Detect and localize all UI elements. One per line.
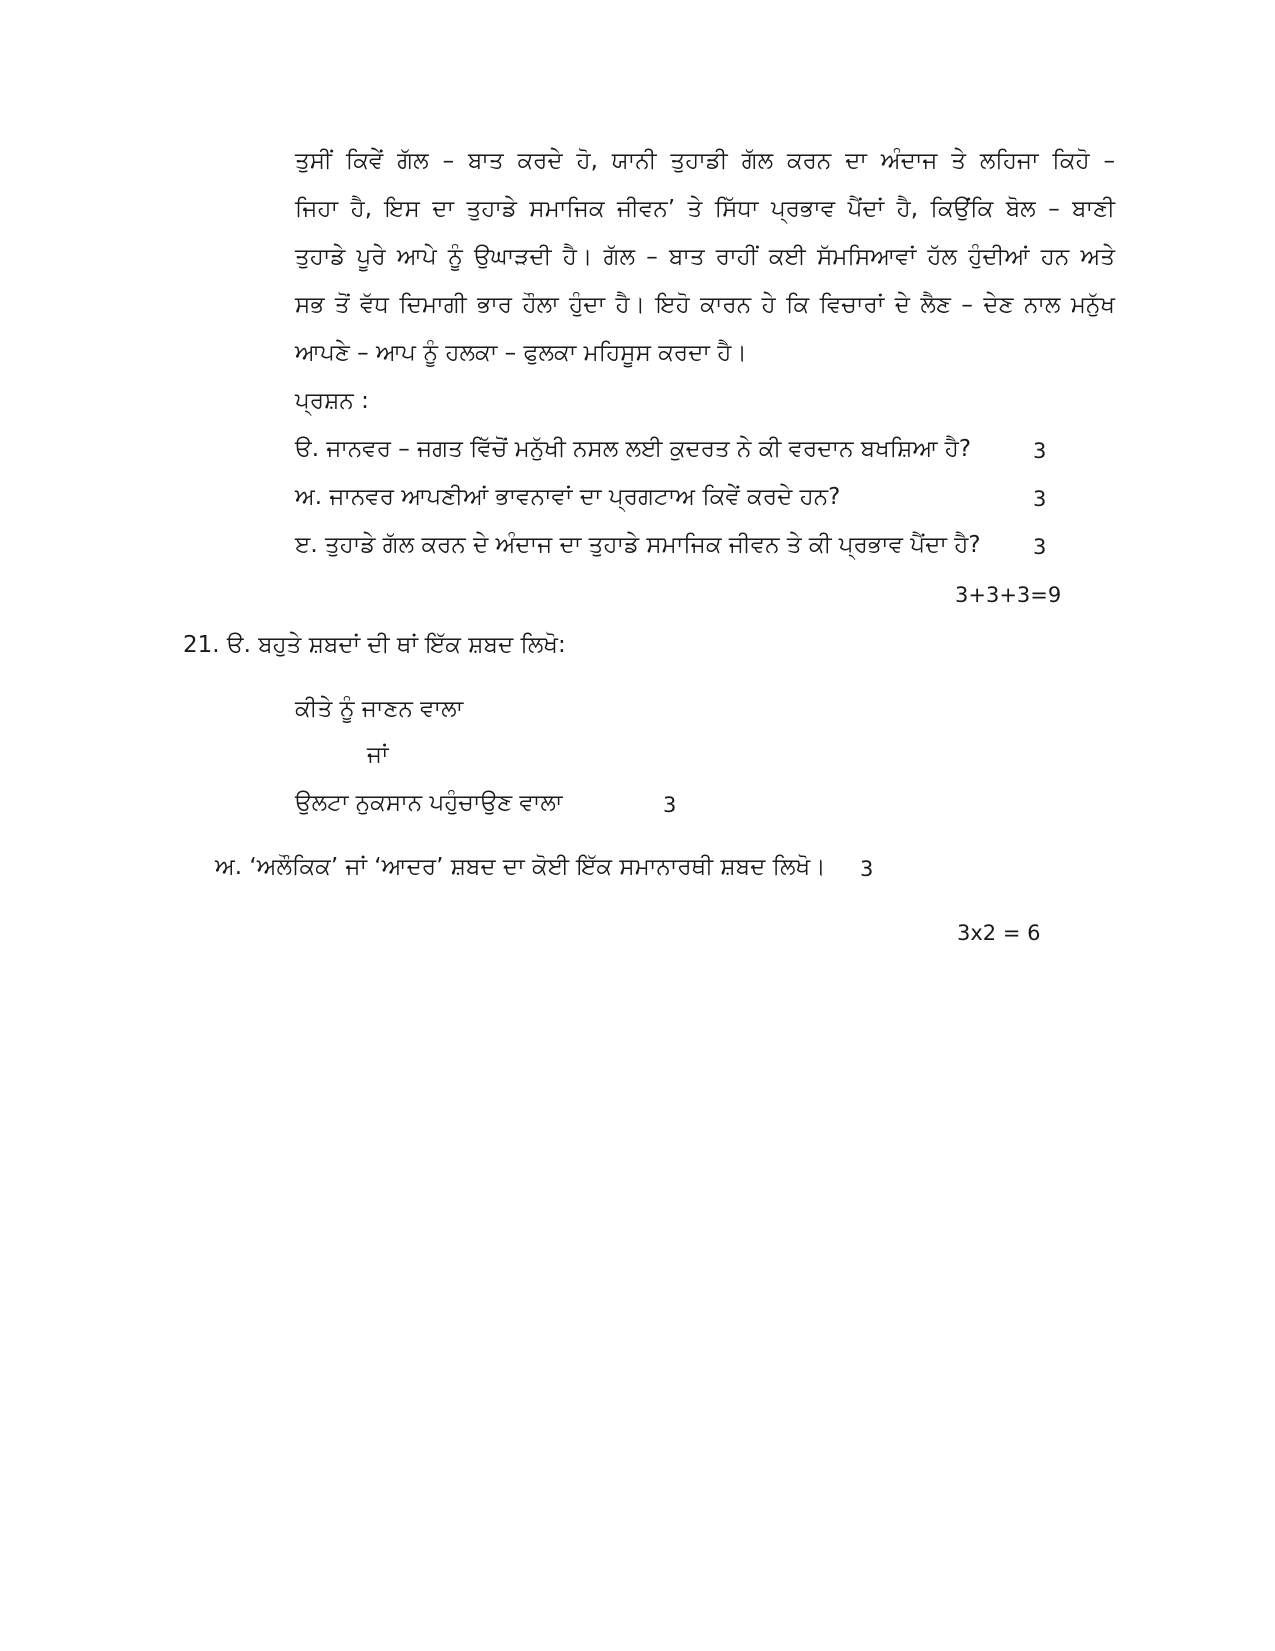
question-c-text: ੲ. ਤੁਹਾਡੇ ਗੱਲ ਕਰਨ ਦੇ ਅੰਦਾਜ ਦਾ ਤੁਹਾਡੇ ਸਮਾਜਿਕ ਜੀਵਨ ਤੇ ਕੀ ਪ੍ਰਭਾਵ ਪੈਂਦਾ ਹੈ?: [295, 532, 981, 558]
question-a-text: ੳ. ਜਾਨਵਰ – ਜਗਤ ਵਿੱਚੋਂ ਮਨੁੱਖੀ ਨਸਲ ਲਈ ਕੁਦਰਤ ਨੇ ਕੀ ਵਰਦਾਨ ਬਖਸ਼ਿਆ ਹੈ?: [295, 436, 972, 462]
question-21-total-marks: 3x2 = 6: [957, 921, 1041, 945]
question-b-text: ਅ. ਜਾਨਵਰ ਆਪਣੀਆਂ ਭਾਵਨਾਵਾਂ ਦਾ ਪ੍ਰਗਟਾਅ ਕਿਵੇਂ ਕਰਦੇ ਹਨ?: [295, 484, 841, 510]
question-21-part-b: ਅ. ‘ਅਲੌਕਿਕ’ ਜਾਂ ‘ਆਦਰ’ ਸ਼ਬਦ ਦਾ ਕੋਈ ਇੱਕ ਸਮਾਨਾਰਥੀ ਸ਼ਬਦ ਲਿਖੋ।: [215, 854, 826, 880]
passage-line-3: ਤੁਹਾਡੇ ਪੂਰੇ ਆਪੇ ਨੂੰ ਉਘਾੜਦੀ ਹੈ। ਗੱਲ – ਬਾਤ ਰਾਹੀਂ ਕਈ ਸੱਮਸਿਆਵਾਂ ਹੱਲ ਹੁੰਦੀਆਂ ਹਨ ਅਤੇ: [295, 244, 1115, 270]
question-21-heading: 21. ੳ. ਬਹੁਤੇ ਸ਼ਬਦਾਂ ਦੀ ਥਾਂ ਇੱਕ ਸ਼ਬਦ ਲਿਖੋ:: [183, 632, 566, 658]
question-21-part-b-marks: 3: [860, 857, 874, 881]
questions-heading: ਪ੍ਰਸ਼ਨ :: [295, 388, 369, 414]
question-21-option-2-marks: 3: [663, 793, 677, 817]
question-21-option-1: ਕੀਤੇ ਨੂੰ ਜਾਣਨ ਵਾਲਾ: [295, 696, 464, 722]
question-20-total-marks: 3+3+3=9: [955, 583, 1062, 607]
question-c-marks: 3: [1033, 535, 1047, 559]
question-b-marks: 3: [1033, 487, 1047, 511]
question-21-option-2: ਉਲਟਾ ਨੁਕਸਾਨ ਪਹੁੰਚਾਉਣ ਵਾਲਾ: [295, 790, 563, 816]
passage-line-1: ਤੁਸੀਂ ਕਿਵੇਂ ਗੱਲ – ਬਾਤ ਕਰਦੇ ਹੋ, ਯਾਨੀ ਤੁਹਾਡੀ ਗੱਲ ਕਰਨ ਦਾ ਅੰਦਾਜ ਤੇ ਲਹਿਜਾ ਕਿਹੋ –: [295, 148, 1115, 174]
passage-line-2: ਜਿਹਾ ਹੈ, ਇਸ ਦਾ ਤੁਹਾਡੇ ਸਮਾਜਿਕ ਜੀਵਨ’ ਤੇ ਸਿੱਧਾ ਪ੍ਰਭਾਵ ਪੈਂਦਾਂ ਹੈ, ਕਿਉਂਕਿ ਬੋਲ – ਬਾਣੀ: [295, 196, 1115, 222]
question-21-or: ਜਾਂ: [367, 742, 389, 768]
passage-line-4: ਸਭ ਤੋਂ ਵੱਧ ਦਿਮਾਗੀ ਭਾਰ ਹੌਲਾ ਹੁੰਦਾ ਹੈ। ਇਹੋ ਕਾਰਨ ਹੇ ਕਿ ਵਿਚਾਰਾਂ ਦੇ ਲੈਣ – ਦੇਣ ਨਾਲ ਮਨੁੱਖ: [295, 292, 1115, 318]
question-a-marks: 3: [1033, 439, 1047, 463]
passage-line-5: ਆਪਣੇ – ਆਪ ਨੂੰ ਹਲਕਾ – ਫੁਲਕਾ ਮਹਿਸੂਸ ਕਰਦਾ ਹੈ।: [295, 340, 747, 366]
